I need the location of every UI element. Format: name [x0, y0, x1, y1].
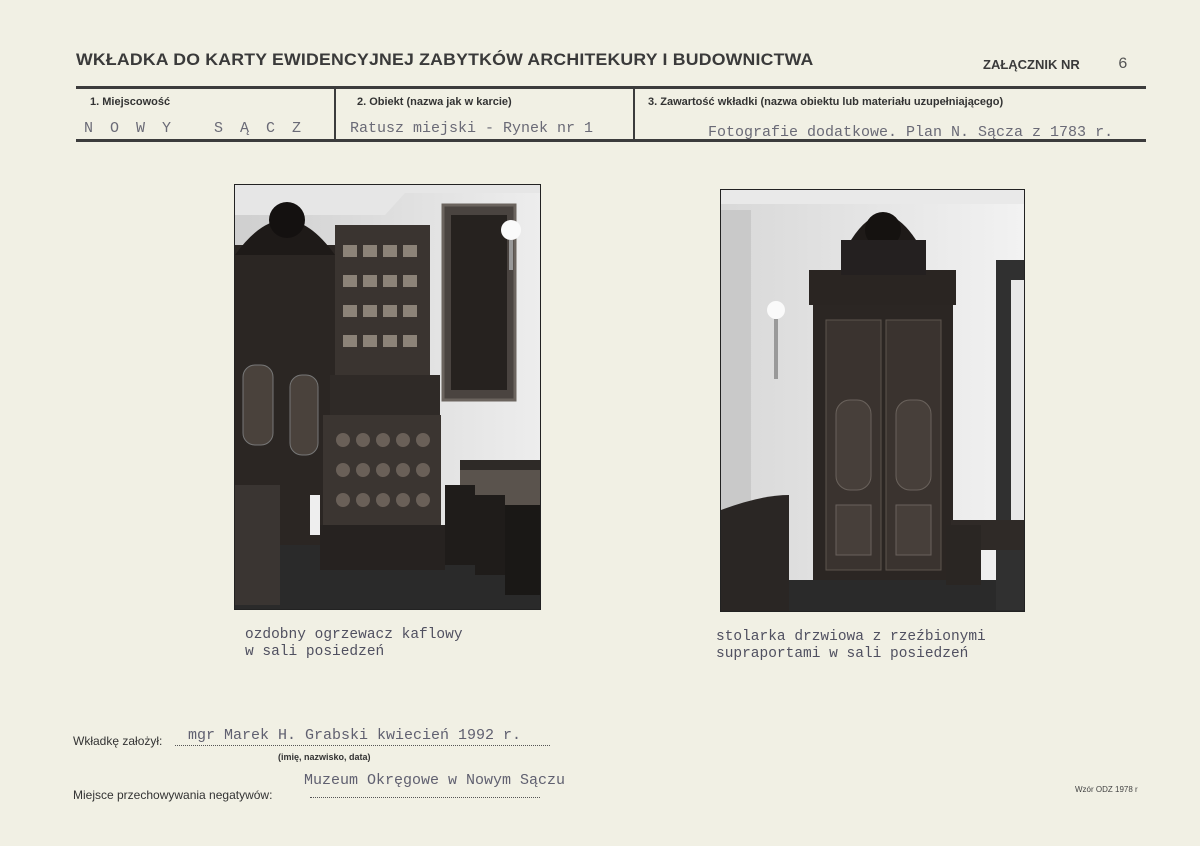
object-value: Ratusz miejski - Rynek nr 1 [350, 120, 594, 137]
object-label: 2. Obiekt (nazwa jak w karcie) [357, 96, 512, 108]
field-separator [334, 88, 336, 140]
contents-value: Fotografie dodatkowe. Plan N. Sącza z 1783 r. [708, 124, 1114, 141]
annex-label: ZAŁĄCZNIK NR [983, 57, 1080, 72]
storage-dotted-line [310, 797, 540, 798]
storage-label: Miejsce przechowywania negatywów: [73, 788, 273, 802]
founder-dotted-line [175, 745, 550, 746]
founder-value: mgr Marek H. Grabski kwiecień 1992 r. [188, 727, 522, 744]
photo-carved-door [720, 189, 1025, 612]
document-title: WKŁADKA DO KARTY EWIDENCYJNEJ ZABYTKÓW ARCHITEKURY I BUDOWNICTWA [76, 50, 814, 69]
photo-caption-2 [716, 629, 986, 663]
photo-caption-1 [245, 627, 463, 661]
founder-label: Wkładkę założył: [73, 734, 163, 748]
place-value: N O W Y S Ą C Z [84, 120, 306, 137]
photo-tiled-stove [234, 184, 541, 610]
caption-line: ozdobny ogrzewacz kaflowy [245, 627, 463, 643]
annex-number: 6 [1118, 55, 1128, 73]
header-rule-top [76, 86, 1146, 89]
field-separator [633, 88, 635, 140]
place-label: 1. Miejscowość [90, 96, 171, 108]
caption-line: supraportami w sali posiedzeń [716, 646, 969, 662]
caption-line: stolarka drzwiowa z rzeźbionymi [716, 629, 986, 645]
founder-hint: (imię, nazwisko, data) [278, 752, 371, 762]
caption-line: w sali posiedzeń [245, 644, 385, 660]
storage-value: Muzeum Okręgowe w Nowym Sączu [304, 772, 566, 789]
contents-label: 3. Zawartość wkładki (nazwa obiektu lub materiału uzupełniającego) [648, 96, 1004, 108]
form-code: Wzór ODZ 1978 r [1075, 785, 1138, 794]
